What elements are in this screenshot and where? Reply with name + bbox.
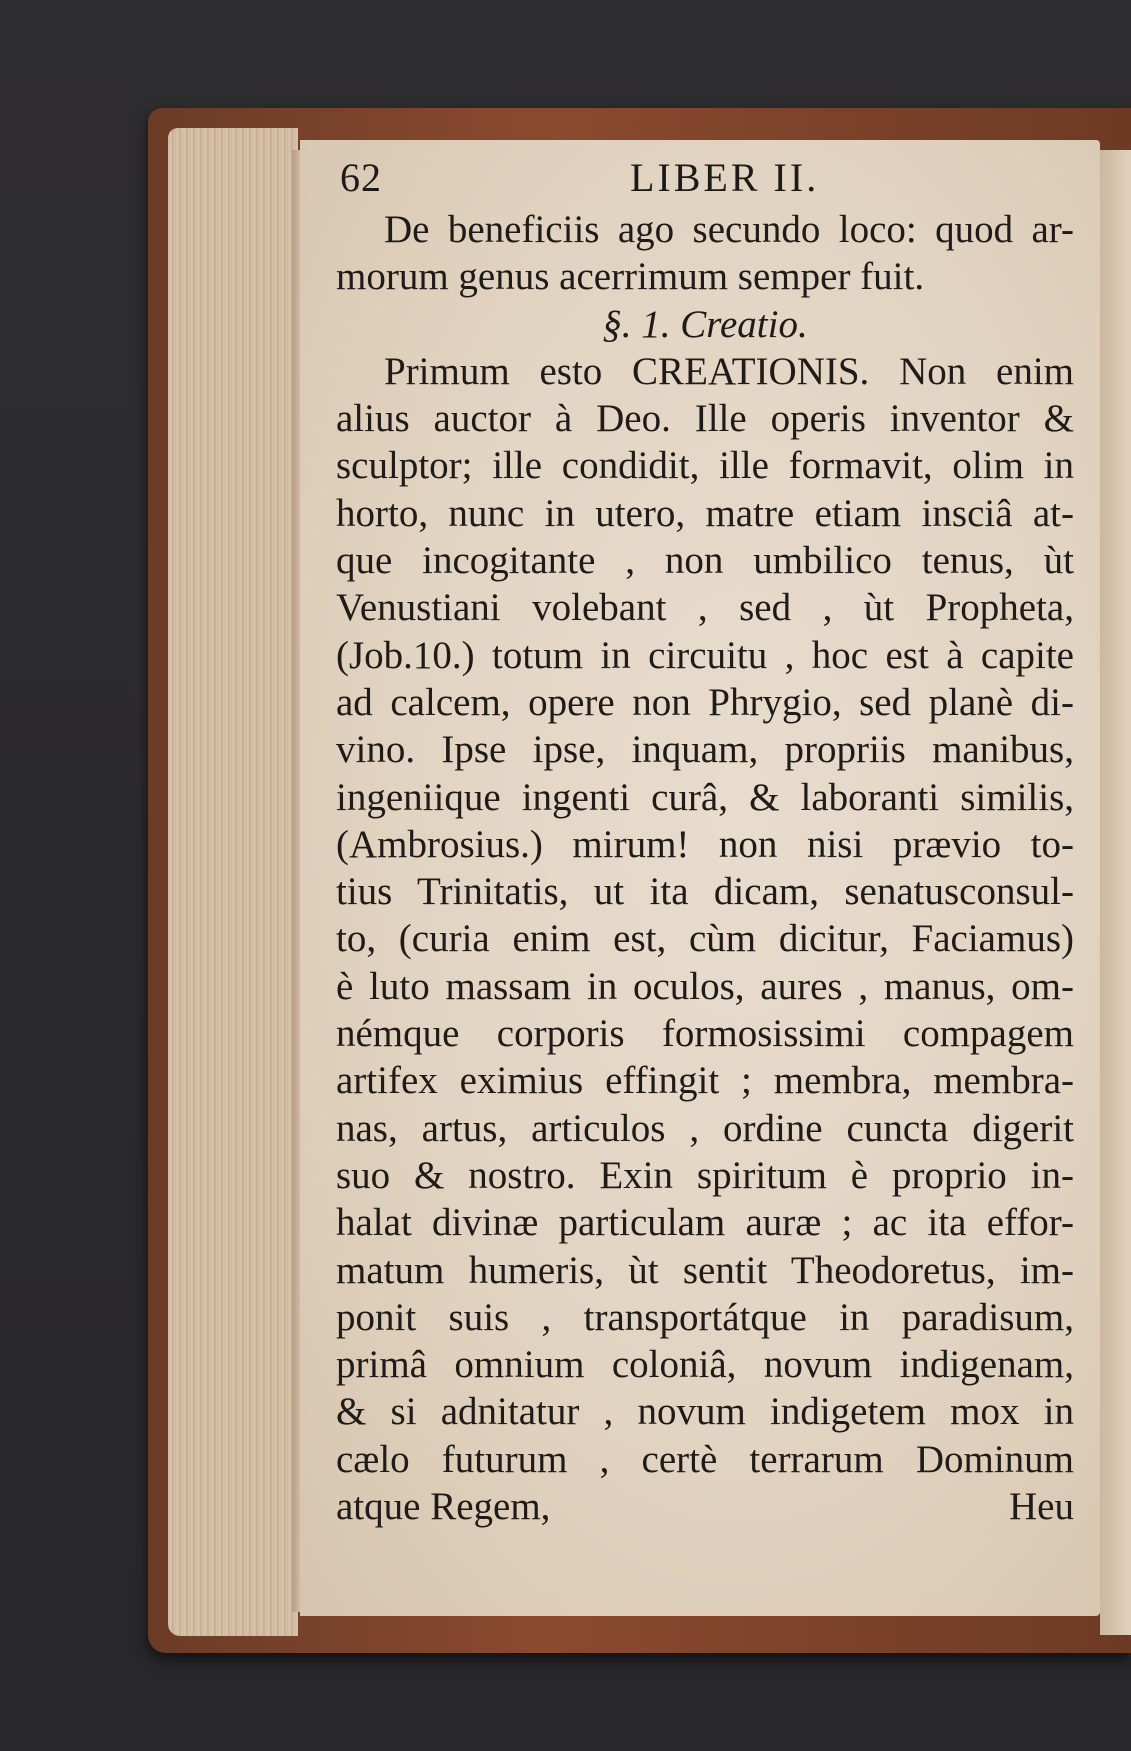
- final-line: [336, 1483, 1074, 1530]
- text-line: sculptor; ille condidit, ille formavit, olim in: [336, 444, 1074, 488]
- text-line: ingeniique ingenti curâ, & laboranti similis,: [336, 775, 1074, 819]
- text-line: Primum esto CREATIONIS. Non enim: [384, 349, 1074, 393]
- text-line: ponit suis , transportátque in paradisum,: [336, 1295, 1074, 1339]
- page-body-text: [336, 206, 1074, 1530]
- text-line: artifex eximius effingit ; membra, membra-: [336, 1059, 1074, 1103]
- text-line: matum humeris, ùt sentit Theodoretus, im-: [336, 1248, 1074, 1292]
- text-line: atque Regem,: [336, 1485, 551, 1529]
- text-line: cælo futurum , certè terrarum Dominum: [336, 1437, 1074, 1481]
- text-line: alius auctor à Deo. Ille operis inventor &: [336, 397, 1074, 441]
- text-line: è luto massam in oculos, aures , manus, om-: [336, 964, 1074, 1008]
- text-line: némque corporis formosissimi compagem: [336, 1012, 1074, 1056]
- section-heading: §. 1. Creatio.: [602, 302, 808, 346]
- text-line: Venustiani volebant , sed , ùt Propheta,: [336, 586, 1074, 630]
- text-line: De beneficiis ago secundo loco: quod ar-: [384, 208, 1074, 251]
- text-line: & si adnitatur , novum indigetem mox in: [336, 1390, 1074, 1434]
- page-edges: [168, 128, 298, 1636]
- text-line: halat divinæ particulam auræ ; ac ita effor-: [336, 1201, 1074, 1245]
- page-number: 62: [340, 155, 382, 200]
- running-head: LIBER II.: [630, 155, 820, 200]
- text-line: que incogitante , non umbilico tenus, ùt: [336, 539, 1074, 583]
- text-line: horto, nunc in utero, matre etiam insciâ at-: [336, 491, 1074, 535]
- text-line: morum genus acerrimum semper fuit.: [336, 255, 925, 299]
- facing-page-edge: [1100, 150, 1131, 1635]
- text-line: (Ambrosius.) mirum! non nisi prævio to-: [336, 822, 1074, 866]
- text-line: nas, artus, articulos , ordine cuncta digerit: [336, 1106, 1074, 1150]
- text-line: to, (curia enim est, cùm dicitur, Faciamus): [336, 917, 1074, 961]
- text-line: (Job.10.) totum in circuitu , hoc est à capite: [336, 633, 1074, 677]
- page-header: [340, 148, 1080, 208]
- catchword: Heu: [1009, 1485, 1074, 1529]
- text-line: primâ omnium coloniâ, novum indigenam,: [336, 1343, 1074, 1387]
- text-line: tius Trinitatis, ut ita dicam, senatusconsul-: [336, 870, 1074, 914]
- text-line: suo & nostro. Exin spiritum è proprio in-: [336, 1153, 1074, 1197]
- text-line: ad calcem, opere non Phrygio, sed planè di-: [336, 680, 1074, 724]
- text-line: vino. Ipse ipse, inquam, propriis manibus,: [336, 728, 1074, 772]
